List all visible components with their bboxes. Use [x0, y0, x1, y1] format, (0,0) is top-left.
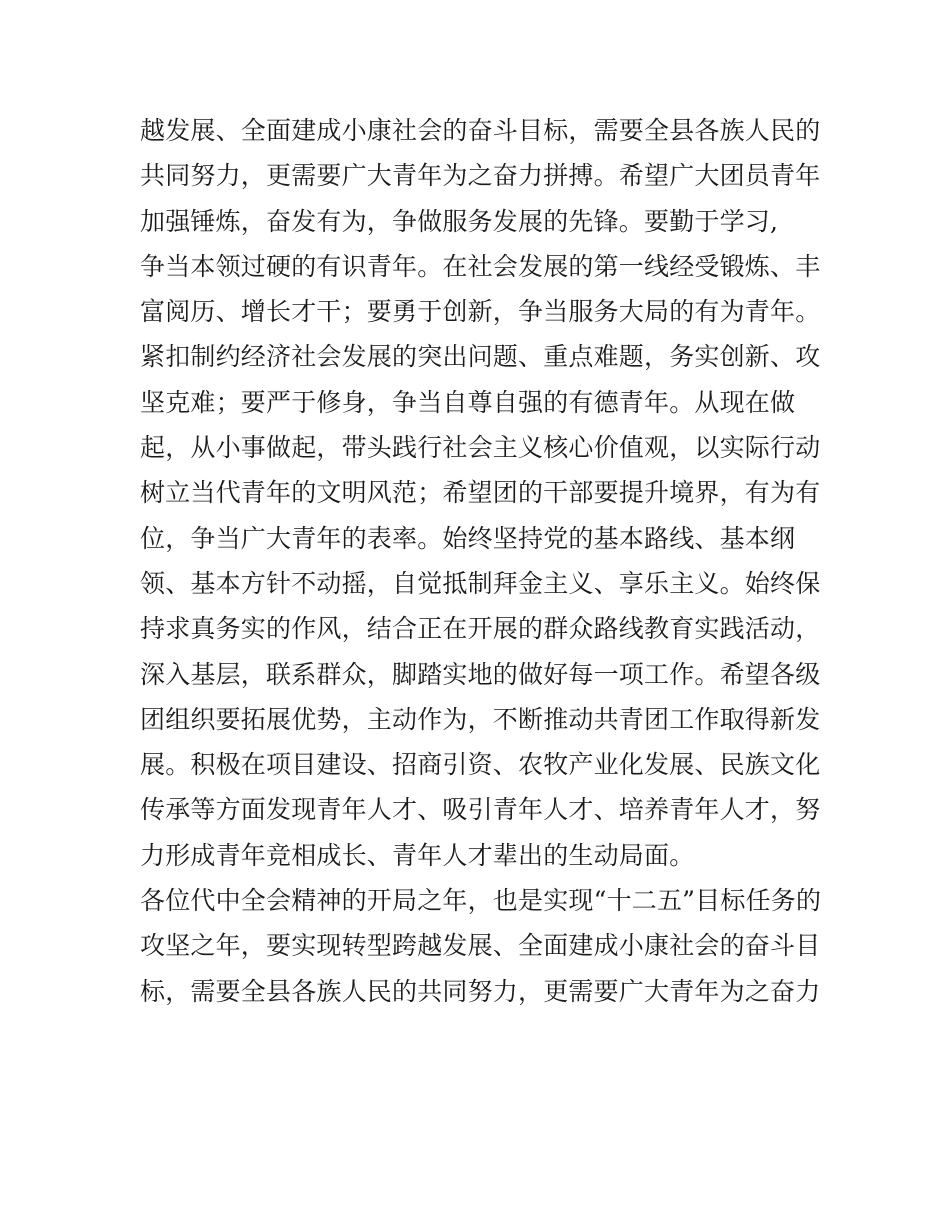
- text-line: 深入基层，联系群众，脚踏实地的做好每一项工作。希望各级: [140, 659, 821, 689]
- text-line: 持求真务实的作风，结合正在开展的群众路线教育实践活动，: [140, 614, 821, 644]
- text-line: 加强锤炼，奋发有为，争做服务发展的先锋。要勤于学习,: [140, 206, 779, 236]
- text-line: 传承等方面发现青年人才、吸引青年人才、培养青年人才，努: [140, 795, 821, 825]
- text-line: 富阅历、增长才干；要勇于创新，争当服务大局的有为青年。: [140, 297, 821, 327]
- text-line: 共同努力，更需要广大青年为之奋力拼搏。希望广大团员青年: [140, 161, 821, 191]
- text-line: 位，争当广大青年的表率。始终坚持党的基本路线、基本纲: [140, 523, 796, 553]
- text-line: 紧扣制约经济社会发展的突出问题、重点难题，务实创新、攻: [140, 342, 821, 372]
- text-line: 标，需要全县各族人民的共同努力，更需要广大青年为之奋力: [140, 976, 821, 1006]
- text-line: 争当本领过硬的有识青年。在社会发展的第一线经受锻炼、丰: [140, 251, 821, 281]
- text-line: 树立当代青年的文明风范；希望团的干部要提升境界，有为有: [140, 478, 821, 508]
- text-line: 攻坚之年，要实现转型跨越发展、全面建成小康社会的奋斗目: [140, 931, 821, 961]
- text-line: 展。积极在项目建设、招商引资、农牧产业化发展、民族文化: [140, 750, 821, 780]
- text-line: 起，从小事做起，带头践行社会主义核心价值观，以实际行动: [140, 433, 821, 463]
- text-line: 越发展、全面建成小康社会的奋斗目标，需要全县各族人民的: [140, 116, 821, 145]
- text-line: 领、基本方针不动摇，自觉抵制拜金主义、享乐主义。始终保: [140, 568, 821, 598]
- text-line: 力形成青年竞相成长、青年人才辈出的生动局面。: [140, 840, 695, 870]
- body-text: [140, 108, 820, 1014]
- text-line: 团组织要拓展优势，主动作为，不断推动共青团工作取得新发: [140, 704, 821, 734]
- text-line: 坚克难；要严于修身，争当自尊自强的有德青年。从现在做: [140, 387, 796, 417]
- text-line: 各位代中全会精神的开局之年，也是实现“十二五”目标任务的: [140, 886, 822, 916]
